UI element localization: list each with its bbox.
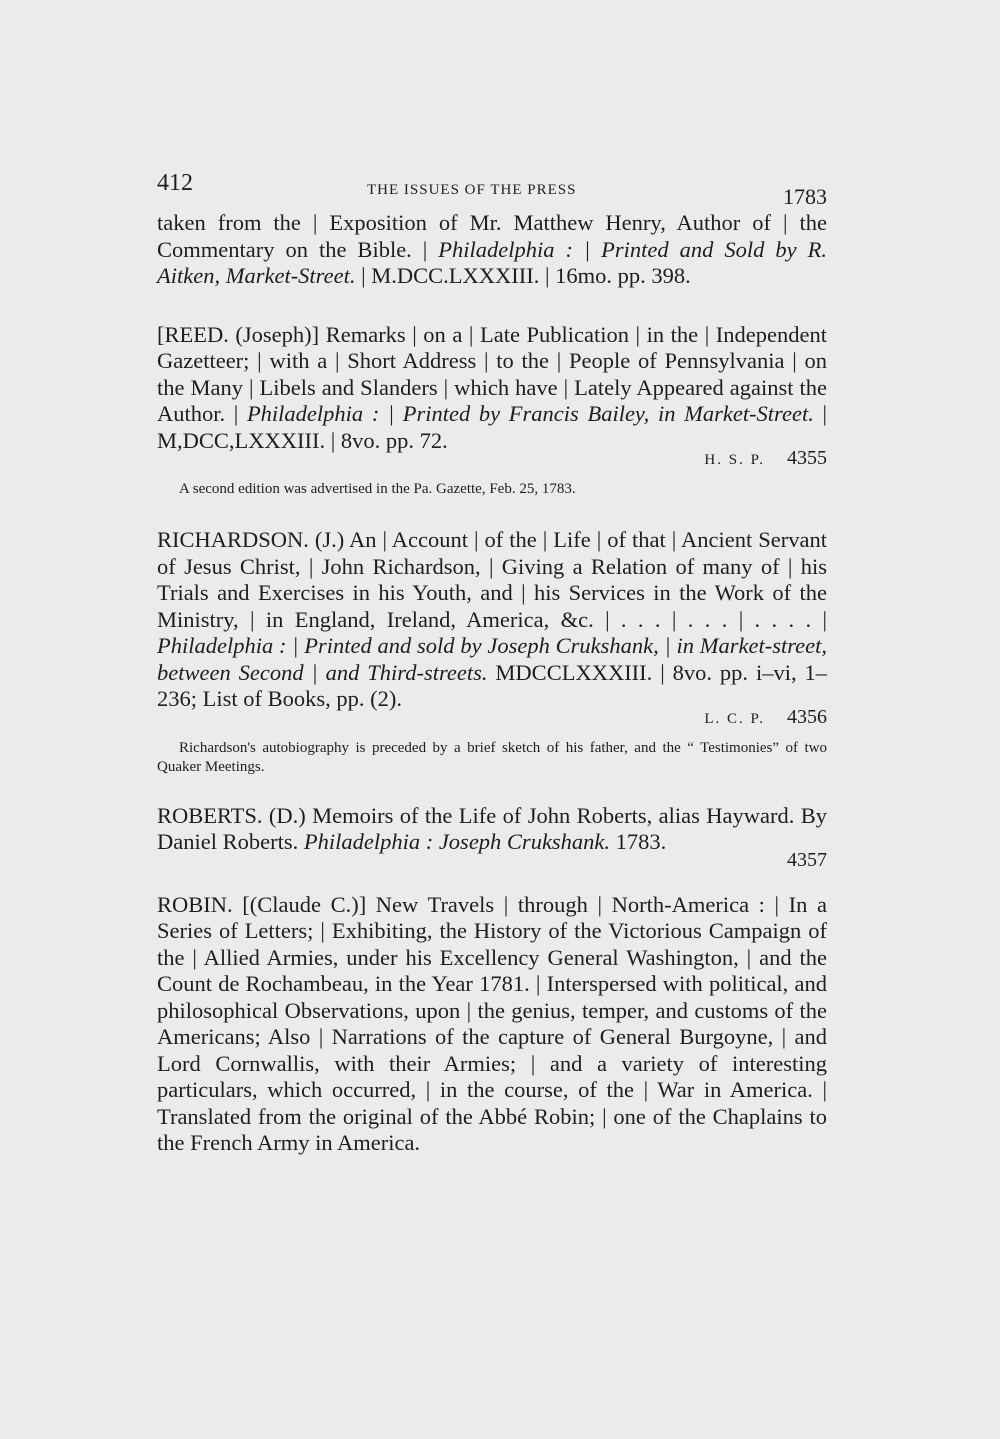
continuation-imprint: Philadelphia : | Printed and Sold by R. Aitken, Market-Street.	[157, 236, 827, 288]
entry-4355	[157, 322, 827, 500]
entry-4356-text	[157, 527, 827, 713]
entry-4356	[157, 527, 827, 777]
continuation-text	[157, 210, 827, 290]
entry-4355-text-2: | M,DCC,LXXXIII. | 8vo. pp. 72.	[157, 401, 827, 453]
entry-robin	[157, 892, 827, 1157]
entry-4355-imprint: Philadelphia : | Printed by Francis Bailey, in Market-Street.	[246, 401, 814, 426]
text-column	[157, 170, 827, 1157]
entry-4356-imprint: Philadelphia : | Printed and sold by Joseph Crukshank, | in Market-street, between Second | and Third-streets.	[157, 633, 827, 685]
running-title: THE ISSUES OF THE PRESS	[367, 182, 577, 198]
entry-4355-text-1: [REED. (Joseph)] Remarks | on a | Late Publication | in the | Independent Gazetteer; | with a | Short Address | to the | People of Pennsylvania | on the Many | Libels and Slanders | which have | Lately Appeared against the Author. |	[157, 321, 827, 426]
entry-4356-note: Richardson's autobiography is preceded by a brief sketch of his father, and the “ Testimonies” of two Quaker Meetings.	[157, 739, 827, 775]
entry-4356-text-2: MDCCLXXXIII. | 8vo. pp. i–vi, 1–236; List of Books, pp. (2).	[157, 659, 828, 711]
entry-4357-number: 4357	[787, 848, 827, 871]
entry-4357-imprint: Philadelphia : Joseph Crukshank.	[303, 829, 611, 854]
entry-4355-note: A second edition was advertised in the Pa. Gazette, Feb. 25, 1783.	[179, 481, 576, 497]
running-head	[157, 170, 827, 210]
entry-4357-text-1: ROBERTS. (D.) Memoirs of the Life of John Roberts, alias Hayward. By Daniel Roberts.	[157, 802, 827, 854]
entry-4357	[157, 803, 827, 872]
entry-robin-text: ROBIN. [(Claude C.)] New Travels | through | North-America : | In a Series of Letters; | Exhibiting, the History of the Victorious Campaign of the | Allied Armies, under his Excellency General Washington, | and the Count de Rochambeau, in the Year 1781. | Interspersed with political, and philosophical Observations, upon | the genius, temper, and customs of the Americans; Also | Narrations of the capture of General Burgoyne, | and Lord Cornwallis, with their Armies; | and a variety of interesting particulars, which occurred, | in the course, of the | War in America. | Translated from the original of the Abbé Robin; | one of the Chaplains to the French Army in America.	[157, 891, 827, 1155]
entry-4355-text	[157, 322, 827, 455]
entry-4355-number: 4355	[787, 447, 827, 469]
continuation-text-1: taken from the | Exposition of Mr. Matthew Henry, Author of | the Commentary on the Bible. |	[157, 210, 827, 262]
entry-4356-number: 4356	[787, 705, 827, 728]
entry-4355-libraries: H. S. P.	[704, 452, 765, 468]
entry-4357-text-2: 1783.	[610, 829, 667, 854]
continuation-entry	[157, 210, 827, 290]
entry-4356-text-1: RICHARDSON. (J.) An | Account | of the | Life | of that | Ancient Servant of Jesus Christ, | John Richardson, | Giving a Relation of many of | his Trials and Exercises in his Youth, and | his Services in the Work of the Ministry, | in England, Ireland, America, &c. | . . . | . . . | . . . . |	[157, 527, 827, 632]
running-year: 1783	[783, 184, 827, 209]
entry-4356-libraries: L. C. P.	[704, 710, 765, 727]
page-number: 412	[157, 170, 193, 196]
continuation-text-2: | M.DCC.LXXXIII. | 16mo. pp. 398.	[355, 263, 691, 288]
